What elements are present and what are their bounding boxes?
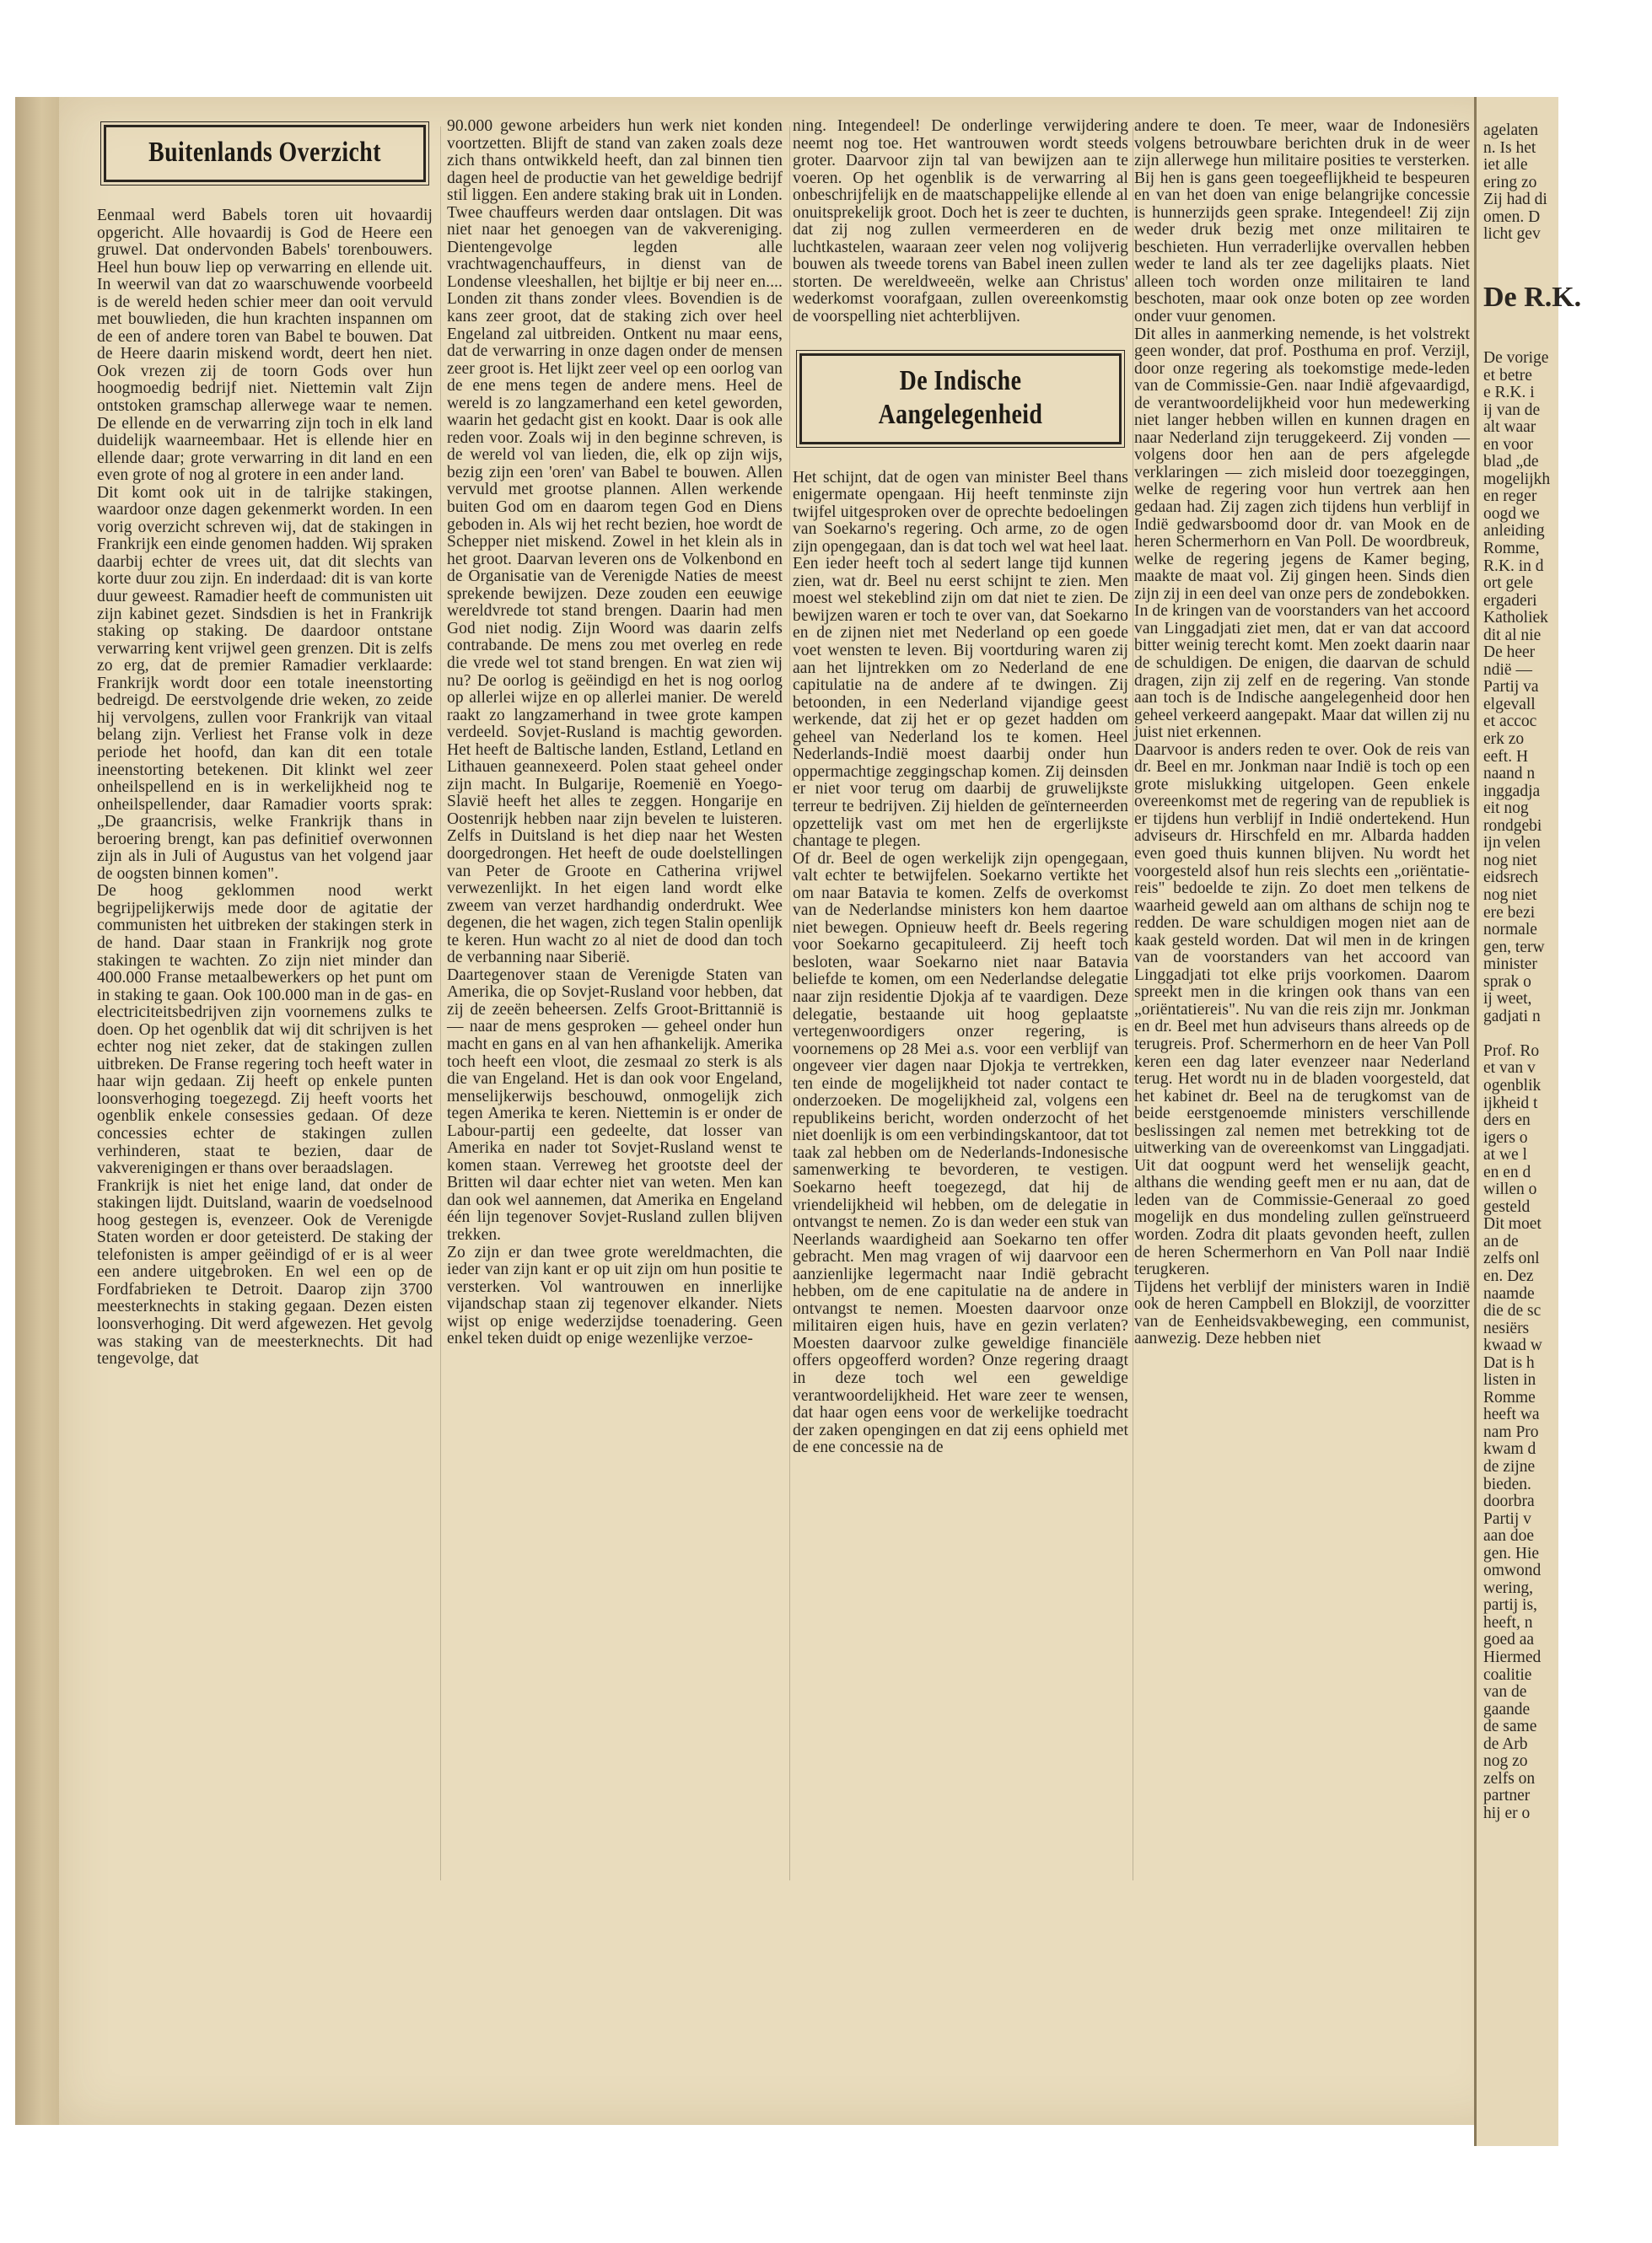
fragment-line: gen. Hie [1483, 1544, 1540, 1563]
fragment-line: die de sc [1483, 1302, 1542, 1321]
fragment-line: partij is, [1483, 1596, 1537, 1615]
fragment-line: willen o [1483, 1181, 1537, 1199]
fragment-line: Hiermed [1483, 1649, 1542, 1667]
fragment-line: omen. D [1483, 207, 1541, 226]
fragment-line: ere bezi [1483, 903, 1536, 922]
fragment-line: bieden. [1483, 1475, 1531, 1493]
fragment-line: en en d [1483, 1163, 1531, 1181]
fragment-line: Partij va [1483, 678, 1539, 697]
fragment-line: ering zo [1483, 173, 1537, 191]
heading-box-indische [799, 353, 1122, 444]
fragment-line: zelfs on [1483, 1769, 1536, 1788]
fragment-line: doorbra [1483, 1493, 1535, 1511]
column-indische-aangelegenheid [793, 118, 1128, 1457]
fragment-line: minister [1483, 955, 1537, 974]
article-paragraph: Dit komt ook uit in de talrijke stakingen, waardoor onze dagen gekenmerkt worden. In een vorig overzicht schreven wij, dat de stakingen in Frankrijk een einde genomen hadden. Wij spraken daarbij echter de vrees uit, dat dit slechts van korte duur zou zijn. En inderdaad: dit is van korte duur geweest. Ramadier heeft de communisten uit zijn kabinet gezet. Sindsdien is het in Frankrijk staking op staking. De daardoor ontstane verwarring kent vrijwel geen grenzen. Dit is zelfs zo erg, dat de premier Ramadier verklaarde: Frankrijk wordt door een totale ineenstorting bedreigd. De eerstvolgende drie weken, zo zeide hij vervolgens, zullen voor Frankrijk van vitaal belang zijn. Verliest het Franse volk in deze periode het hoofd, dan kan dit een totale ineenstorting betekenen. Dit klinkt wel zeer onheilspellend en is in werkelijkheid nog te onheilspellender, daar Ramadier voorts sprak: „De graancrisis, welke Frankrijk thans in beroering brengt, kan pas definitief overwonnen zijn als in Juli of Augustus van het volgend jaar de oogsten binnen komen". [97, 483, 433, 883]
article-paragraph: Daartegenover staan de Verenigde Staten van Amerika, die op Sovjet-Rusland voor hebben, dat zij de zeeën beheersen. Zelfs Groot-Brittannië is — naar de mens gesproken — geheel onder hun macht en gans en al van hen afhankelijk. Amerika toch heeft een vloot, die zesmaal zo sterk is als die van Engeland. Het is dan ook voor Engeland, menselijkerwijs beschouwd, onmogelijk zich tegen Amerika te keren. Niettemin is er onder de Labour-partij een gedeelte, dat losser van Amerika en nader tot Sovjet-Rusland wenst te komen staan. Verreweg het grootste deel der Britten wil daar echter niet van weten. Men kan dan ook wel aannemen, dat Amerika en Engeland één lijn tegenover Sovjet-Rusland zullen blijven trekken. [447, 966, 783, 1244]
fragment-line: Dit moet [1483, 1215, 1542, 1234]
fragment-line: eidsrech [1483, 869, 1538, 887]
article-paragraph: Het schijnt, dat de ogen van minister Beel thans enigermate opengaan. Hij heeft tenminste zijn twijfel uitgesproken over de oprechte bedoelingen van Soekarno's regering. Och arme, zo de ogen zijn opengegaan, dan is dat toch wel wat heel laat. Een ieder heeft toch al sedert lange tijd kunnen zien, wat dr. Beel nu eerst schijnt te zien. Men moest wel stekeblind zijn om dat niet te zien. De bewijzen waren er toch te over van, dat Soekarno en de zijnen niet met Nederland op een goede voet wensten te leven. Bij voortduring waren zij aan het lijntrekken om zo Nederland de ene capitulatie na de andere af te dwingen. Zij betoonden, in een Nederland vijandige geest werkende, dat zij het er op gezet hadden om geheel van Nederland los te komen. Heel Nederlands-Indië moest daarbij onder hun oppermachtige zeggingschap komen. Zij deinsden er niet voor terug om daarbij de gruwelijkste terreur te bedrijven. Zij hielden de geïnterneerden opzettelijk vast om met hen de ergerlijkste chantage te plegen. [793, 468, 1128, 851]
fragment-line: nam Pro [1483, 1423, 1539, 1441]
fragment-line: ij van de [1483, 401, 1541, 419]
article-paragraph: De hoog geklommen nood werkt begrijpelijkerwijs mede door de agitatie der communisten het uitbreken der stakingen sterk in de hand. Daar staan in Frankrijk nog grote stakingen te wachten. Zo zijn niet minder dan 400.000 Franse metaalbewerkers op het punt om in staking te gaan. Ook 100.000 man in de gas- en electriciteitsbedrijven zijn voornemens zulks te doen. Op het ogenblik dat wij dit schrijven is het echter nog niet zeker, dat de stakingen zullen uitbreken. De Franse regering toch heeft water in haar wijn gedaan. Zij heeft op enkele punten loonsverhoging toegezegd. Zij heeft voorts het ogenblik enkele consessies gedaan. Of deze concessies echter de stakingen zullen verhinderen, staat te bezien, daar de vakverenigingen er thans over beraadslagen. [97, 882, 433, 1178]
heading-indische-aangelegenheid: De Indische Aangelegenheid [878, 364, 1043, 430]
fragment-line: R.K. in d [1483, 557, 1544, 575]
fragment-line: listen in [1483, 1371, 1536, 1390]
fragment-line: elgevall [1483, 695, 1536, 713]
fragment-line: Dat is h [1483, 1353, 1535, 1372]
fragment-line: erk zo [1483, 730, 1525, 749]
fragment-line: gen, terw [1483, 938, 1545, 956]
fragment-line: gaande [1483, 1700, 1531, 1719]
fragment-line: Prof. Ro [1483, 1041, 1540, 1060]
fragment-line: anleiding [1483, 522, 1545, 541]
fragment-line: ndië — [1483, 660, 1532, 679]
article-paragraph: Zo zijn er dan twee grote wereldmachten, die ieder van zijn kant er op uit zijn om hun positie te versterken. Vol wantrouwen en innerlijke vijandschap staan zij tegenover elkander. Niets wijst op enige wederzijdse toenadering. Geen enkel teken duidt op enige wezenlijke verzoe- [447, 1243, 783, 1348]
fragment-line: en voor [1483, 435, 1534, 454]
fragment-line: en. Dez [1483, 1267, 1534, 1285]
fragment-line: mogelijkh [1483, 470, 1551, 488]
fragment-line [1483, 1025, 1652, 1043]
column-overzicht-continued [447, 118, 783, 1348]
fragment-line: hij er o [1483, 1804, 1531, 1822]
fragment-line: en reger [1483, 487, 1537, 506]
fragment-line: aan doe [1483, 1527, 1535, 1546]
article-paragraph: Dit alles in aanmerking nemende, is het volstrekt geen wonder, dat prof. Posthuma en prof. Verzijl, door onze regering als toekomstige mede-leden van de Commissie-Gen. naar Indië afgevaardigd, de verantwoordelijkheid voor hun medewerking niet langer hebben willen en kunnen dragen en naar Nederland zijn teruggekeerd. Zij vonden — volgens door hen aan de pers afgelegde verklaringen — zich misleid door toezeggingen, welke de regering voor hun vertrek aan hen gedaan had. Zij zagen zich tijdens hun verblijf in Indië gedwarsboomd door dr. van Mook en de heren Schermerhorn en Van Poll. De woordbreuk, welke de regering jegens de Kamer beging, maakte de maat vol. Zij gingen heen. Sinds dien zijn zij in een deel van onze pers de zondebokken. In de kringen van de voorstanders van het accoord van Linggadjati ziet men, dat er van dat accoord bitter weinig terecht komt. Men zoekt daarin naar de schuldigen. De enigen, die daarvan de schuld dragen, zijn zij zelf en de regering. Van stonde aan toch is de Indische aangelegenheid door hen geheel verkeerd aangepakt. Maar dat willen zij nu juist niet erkennen. [1134, 325, 1471, 742]
fragment-line: ders en [1483, 1111, 1531, 1130]
fragment-line: Partij v [1483, 1509, 1531, 1528]
fragment-line: dit al nie [1483, 626, 1542, 644]
article-paragraph: ning. Integendeel! De onderlinge verwijdering neemt nog toe. Het wantrouwen wordt steeds groter. Daarvoor zijn tal van bewijzen aan te voeren. Op het ogenblik is de verwarring al onbeschrijfelijk en de maatschappelijke ellende al onuitsprekelijk groot. Doch het is zeer te duchten, dat zij nog zullen vermeerderen en de luchtkastelen, waaraan zeer velen nog volijverig bouwen als tweede torens van Babel ineen zullen storten. De wereldweeën, welke aan Christus' wederkomst voorafgaan, zullen overeenkomstig de voorspelling niet achterblijven. [793, 117, 1128, 326]
fragment-line: wering, [1483, 1579, 1534, 1597]
fragment-line: Romme, [1483, 540, 1540, 558]
column-buitenlands-overzicht [97, 125, 433, 1369]
fragment-line: eit nog [1483, 799, 1529, 818]
fragment-line: igers o [1483, 1128, 1528, 1147]
article-paragraph: Frankrijk is niet het enige land, dat onder de stakingen lijdt. Duitsland, waarin de voedselnood hoog gestegen is, evenzeer. Ook de Verenigde Staten worden er door geteisterd. De staking der telefonisten is amper geëindigd of er is al weer een andere uitgebroken. En wel een op de Fordfabrieken te Detroit. Daarop zijn 3700 meesterknechts in staking gegaan. Dezen eisten loonsverhoging. Dit werd afgewezen. Het gevolg was staking van de meesterknechts. Dit had tengevolge, dat [97, 1176, 433, 1369]
fragment-line: iet alle [1483, 156, 1528, 175]
heading-buitenlands-overzicht: Buitenlands Overzicht [148, 137, 381, 168]
fragment-line: naamde [1483, 1284, 1535, 1303]
fragment-line: agelaten [1483, 121, 1538, 139]
fragment-line: omwond [1483, 1562, 1542, 1580]
fragment-line: nog niet [1483, 851, 1537, 869]
fragment-line: goed aa [1483, 1631, 1535, 1649]
fragment-line: rondgebi [1483, 816, 1542, 835]
fragment-text-bottom [1483, 350, 1652, 1822]
fragment-line: Katholiek [1483, 609, 1548, 627]
fragment-line: blad „de [1483, 453, 1539, 471]
fragment-line: licht gev [1483, 225, 1541, 244]
fragment-line: an de [1483, 1232, 1519, 1251]
article-paragraph: Daarvoor is anders reden te over. Ook de reis van dr. Beel en mr. Jonkman naar Indië is toch op een grote mislukking uitgelopen. Geen enkele overeenkomst met de regering van de republiek is er tijdens hun verblijf in Indië ondertekend. Hun adviseurs dr. Hirschfeld en mr. Albarda hadden even goed thuis kunnen blijven. Nu wordt het voorgesteld alsof hun reis slechts een „oriëntatie-reis" bedoelde te zijn. Zo doet men telkens de waarheid geweld aan om althans de schijn nog te redden. De ware schuldigen mogen niet aan de kaak gesteld worden. Dat wil men in de kringen van de voorstanders van het accoord van Linggadjati tot elke prijs voorkomen. Daarom spreekt men in die kringen ook thans van een „oriëntatiereis". Nu van die reis zijn mr. Jonkman en dr. Beel met hun adviseurs thans alreeds op de terugreis. Prof. Schermerhorn en de heer Van Poll keren een dag later evenzeer naar Nederland terug. Het wordt nu in de bladen voorgesteld, dat het kabinet dr. Beel na de terugkomst van de beide eerstgenoemde ministers verschillende beslissingen zal nemen met betrekking tot de uitwerking van de overeenkomst van Linggadjati. Uit dat oogpunt werd het wenselijk geacht, althans die wending geeft men er nu aan, dat de leden van de Commissie-Generaal zo goed mogelijk en dus mondeling zullen geïnstrueerd worden. Zodra dit plaats gevonden heeft, zullen de heren Schermerhorn en Van Poll naar Indië terugkeren. [1134, 740, 1470, 1279]
fragment-line: gesteld [1483, 1197, 1531, 1216]
column-rule [789, 126, 790, 1880]
fragment-line: ergaderi [1483, 591, 1537, 610]
fragment-line: Zij had di [1483, 191, 1547, 209]
fragment-line: zelfs onl [1483, 1250, 1540, 1268]
fragment-line: gadjati n [1483, 1007, 1541, 1025]
fragment-line: naand n [1483, 765, 1536, 783]
fragment-line: ij weet, [1483, 990, 1532, 1009]
fragment-line: De heer [1483, 643, 1536, 662]
fragment-line: de Arb [1483, 1735, 1528, 1753]
fragment-line: partner [1483, 1787, 1531, 1805]
article-paragraph: Tijdens het verblijf der ministers waren in Indië ook de heren Campbell en Blokzijl, de voorzitter van de Eenheidsvakbeweging, een communist, aanwezig. Deze hebben niet [1134, 1277, 1470, 1348]
fragment-line: e R.K. i [1483, 384, 1535, 402]
fragment-line: coalitie [1483, 1665, 1532, 1684]
fragment-line: at we l [1483, 1146, 1527, 1165]
fragment-line: Romme [1483, 1388, 1536, 1407]
fragment-line: nesiërs [1483, 1319, 1530, 1337]
fragment-line: sprak o [1483, 972, 1531, 991]
fragment-line: oogd we [1483, 504, 1540, 523]
article-paragraph: andere te doen. Te meer, waar de Indonesiërs volgens betrouwbare berichten druk in de weer zijn allerwege hun militaire posities te versterken. Bij hen is gans geen toegeeflijkheid te bespeuren en van het doen van enige belangrijke concessie is hunnerzijds geen sprake. Integendeel! Zij zijn weder druk bezig met onze militairen te beschieten. Hun verraderlijke overvallen hebben weder te land als ter zee dagelijks plaats. Niet alleen toch worden onze militairen te land beschoten, maar ook onze boten op zee worden onder vuur genomen. [1134, 117, 1470, 326]
article-paragraph: Of dr. Beel de ogen werkelijk zijn opengegaan, valt echter te betwijfelen. Soekarno vertikte het om naar Batavia te komen. Zelfs de overkomst van de Nederlandse ministers kon hem daartoe niet bewegen. Opnieuw heeft dr. Beels regering voor Soekarno gecapituleerd. Zij heeft toch besloten, waar Soekarno niet naar Batavia beliefde te komen, om een Nederlandse delegatie naar zijn residentie Djokja af te vaardigen. Deze delegatie, bestaande uit hoog geplaatste vertegenwoordigers onzer regering, is voornemens op 28 Mei a.s. voor een verblijf van ongeveer vier dagen naar Djokja te vertrekken, ten einde de mogelijkheid tot nader contact te onderzoeken. De mogelijkheid zal, volgens een republikeins bericht, worden onderzocht of het niet doenlijk is om een verbindingskantoor, dat tot taak zal hebben om de Nederlands-Indonesische samenwerking te bevorderen, te vestigen. Soekarno heeft toegezegd, dat hij de vriendelijkheid wil hebben, om de delegatie in ontvangst te nemen. Zo is dan weder een stuk van Neerlands waardigheid aan Soekarno ten offer gebracht. Men mag vragen of wij daarvoor een aanzienlijke legermacht naar Indië gebracht hebben, om de ene capitulatie na de andere in ontvangst te nemen. Moesten daarvoor onze militairen eigen huis, have en gezin verlaten? Moesten daarvoor zulke geweldige financiële offers opgeofferd worden? Onze regering draagt in deze toch wel een geweldige verantwoordelijkheid. Het ware zeer te wensen, dat haar ogen eens voor de werkelijke toedracht der zaken opengingen en dat zij eens ophield met de ene concessie na de [793, 849, 1128, 1457]
fragment-line: heeft, n [1483, 1613, 1533, 1632]
fragment-line: normale [1483, 921, 1537, 939]
fragment-line: ogenblik [1483, 1076, 1542, 1095]
fragment-line: nog niet [1483, 885, 1537, 904]
fragment-line: et van v [1483, 1059, 1536, 1078]
article-paragraph: Eenmaal werd Babels toren uit hovaardij opgericht. Alle hovaardij is God de Heere een gruwel. Dat ondervonden Babels' torenbouwers. Heel hun bouw liep op verwarring en ellende uit. In weerwil van dat zo waarschuwende voorbeeld is de wereld heden schier meer dan ooit vervuld met bouwlieden, die hun krachten inspannen om de een of andere toren van Babel te bouwen. Dat de Heere daarin miskend wordt, deert hen niet. Ook vrezen zij de toorn Gods over hun hoogmoedig bedrijf niet. Niettemin valt Zijn ontstoken gramschap allerwege waar te nemen. De ellende en de verwarring zijn toch in elk land duidelijk waarneembaar. Het is ellende hier en ellende daar; grote verwarring in dit land en een even grote of nog al grotere in een ander land. [97, 207, 433, 485]
page-binding [15, 97, 59, 2125]
fragment-line: nog zo [1483, 1752, 1528, 1771]
fragment-line: kwam d [1483, 1440, 1536, 1459]
fragment-line: ijn velen [1483, 834, 1541, 853]
column-indische-continued [1134, 118, 1470, 1348]
fragment-text-top [1483, 122, 1652, 321]
fragment-heading: De R.K. [1483, 281, 1582, 313]
fragment-line: et accoc [1483, 713, 1537, 731]
adjacent-page-fragment [1474, 97, 1582, 2146]
fragment-line: van de [1483, 1683, 1527, 1702]
fragment-line: alt waar [1483, 418, 1536, 437]
fragment-line: de same [1483, 1718, 1537, 1736]
column-rule [440, 126, 441, 1880]
fragment-line: et betre [1483, 366, 1532, 385]
fragment-line: de zijne [1483, 1458, 1536, 1476]
fragment-line: inggadja [1483, 782, 1541, 800]
fragment-line: ijkheid t [1483, 1094, 1538, 1112]
heading-box-buitenlands [104, 125, 426, 182]
fragment-line: kwaad w [1483, 1337, 1542, 1355]
fragment-line: heeft wa [1483, 1406, 1540, 1424]
fragment-line: ort gele [1483, 574, 1534, 593]
article-paragraph: 90.000 gewone arbeiders hun werk niet konden voortzetten. Blijft de stand van zaken zoals deze zich thans ontwikkeld heeft, dan zal binnen tien dagen heel de productie van het geweldige bedrijf stil liggen. Een andere staking brak uit in Londen. Twee chauffeurs werden daar ontslagen. Dit was niet naar het genoegen van de vakvereniging. Dientengevolge legden alle vrachtwagenchauffeurs, in dienst van de Londense vleeshallen, het bijltje er bij neer en.... Londen zit thans zonder vlees. Bovendien is de kans zeer groot, dat de staking zich over heel Engeland zal uitbreiden. Ontkent nu maar eens, dat de verwarring in onze dagen onder de mensen zeer groot is. Het lijkt zeer veel op een oorlog van de ene mens tegen de andere mens. Heel de wereld is zo langzamerhand een ketel geworden, waarin het gedacht gist en kookt. Daar is ook alle reden voor. Zoals wij in den beginne schreven, is de wereld vol van lieden, die, elk op zijn wijs, bezig zijn een 'oren' van Babel te bouwen. Allen vervuld met grootse plannen. Allen werkende buiten God om en daarom tegen God en Diens geboden in. Als wij het recht bezien, hoe wordt de Schepper niet miskend. Zowel in het klein als in het groot. Daarvan leveren ons de Volkenbond en de Organisatie van de Verenigde Naties de meest sprekende bewijzen. Deze zouden een eeuwige wereldvrede tot stand brengen. Daarin had men God niet nodig. Zijn Woord was daarin zelfs contrabande. De mens zou met overleg en rede die vrede wel tot stand brengen. En wat zien wij nu? De oorlog is geëindigd en het is nog oorlog op allerlei wijze en op allerlei manier. De wereld raakt zo langzamerhand in twee grote kampen verdeeld. Sovjet-Rusland is machtig geworden. Het heeft de Baltische landen, Estland, Letland en Lithauen geannexeerd. Polen staat geheel onder zijn macht. In Bulgarije, Roemenië en Yoego-Slavië heeft het alles te zeggen. Hongarije en Oostenrijk hebben naar zijn bevelen te luisteren. Zelfs in Duitsland is het diep naar het Westen doorgedrongen. Het heeft de oude doelstellingen van Peter de Groote en Catherina vrijwel verwezenlijkt. In het eigen land wordt elke zweem van verzet hardhandig onderdrukt. Wee degenen, die het wagen, zich tegen Stalin openlijk te keren. Hun wacht zo al niet de dood dan toch de verbanning naar Siberië. [447, 117, 783, 967]
fragment-line: De vorige [1483, 349, 1549, 367]
fragment-line: eeft. H [1483, 747, 1529, 766]
fragment-line: n. Is het [1483, 138, 1536, 157]
